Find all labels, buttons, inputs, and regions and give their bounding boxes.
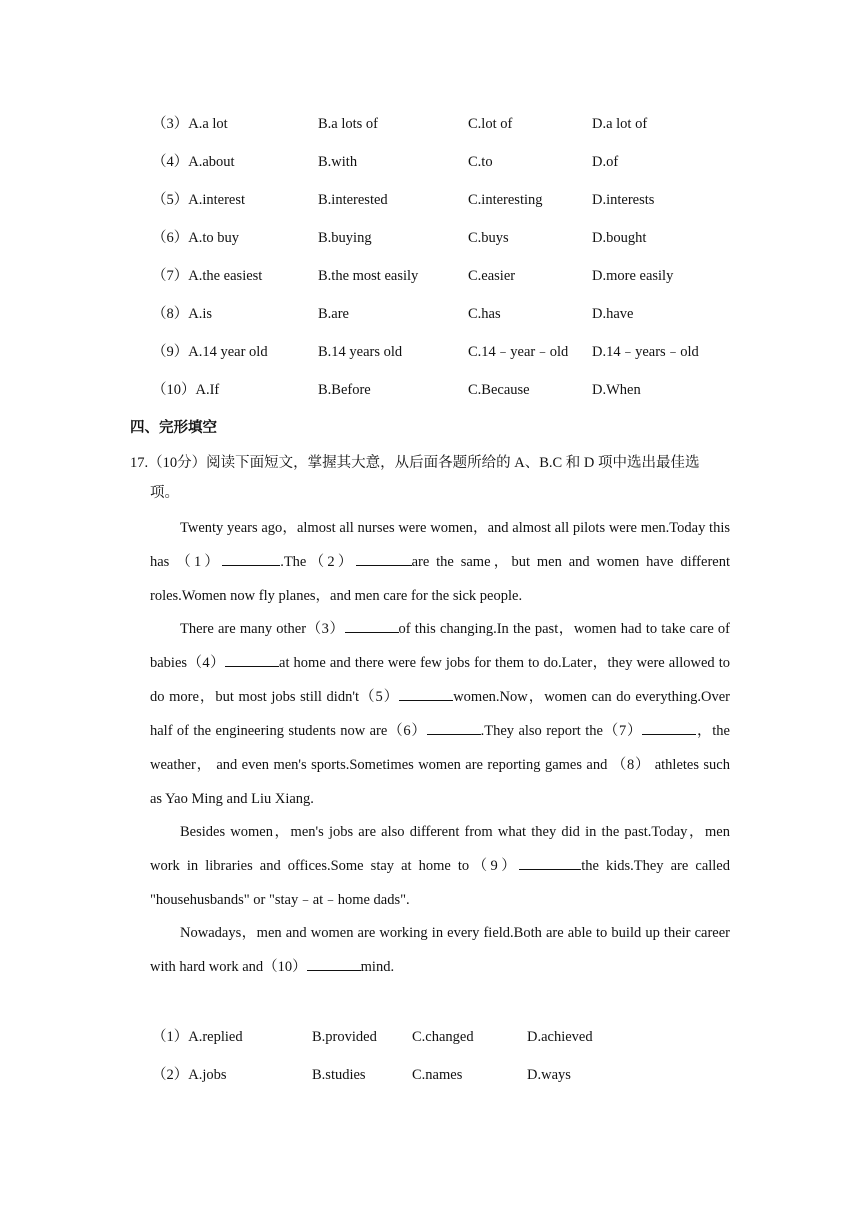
option-c: C.to	[468, 154, 493, 170]
section-heading: 四、完形填空	[130, 420, 217, 436]
passage-paragraph-4	[150, 916, 730, 984]
option-d: D.a lot of	[592, 116, 648, 132]
option-b: B.the most easily	[318, 268, 419, 284]
passage-paragraph-1	[150, 511, 730, 613]
option-row	[0, 304, 860, 324]
option-d: D.bought	[592, 230, 647, 246]
option-number-a	[152, 152, 235, 172]
option-b: B.interested	[318, 192, 388, 208]
blank-2	[356, 551, 412, 566]
option-number: （3）	[152, 116, 189, 132]
passage-text: mind.	[360, 959, 395, 975]
option-c: C.lot of	[468, 116, 513, 132]
option-number-a	[152, 380, 219, 400]
blank-1	[222, 551, 280, 566]
option-a: A.the easiest	[188, 268, 263, 284]
option-c: C.interesting	[468, 192, 543, 208]
option-row	[0, 266, 860, 286]
option-a: A.a lot	[188, 116, 228, 132]
blank-3	[345, 618, 399, 633]
option-b: B.Before	[318, 382, 371, 398]
passage-text: women.Now，women can do everything.Over half of the engineering students now are（6）	[150, 689, 730, 739]
passage-text: Nowadays，men and women are working in every field.Both are able to build up their career with hard work and（10）	[150, 925, 730, 975]
option-row	[0, 1065, 860, 1085]
option-number: （9）	[152, 344, 189, 360]
passage-text: at home and there were few jobs for them to do.Later，they were allowed to do more，but most jobs still didn't（5）	[150, 655, 730, 705]
passage-paragraph-2	[150, 612, 730, 816]
question-score: （10分）	[148, 455, 207, 471]
option-number: （4）	[152, 154, 189, 170]
option-d: D.of	[592, 154, 619, 170]
option-c: C.names	[412, 1067, 463, 1083]
option-number-a	[152, 114, 228, 134]
blank-9	[519, 855, 581, 870]
question-number: 17.	[130, 455, 149, 471]
option-c: C.14﹣year﹣old	[468, 344, 569, 360]
blank-5	[399, 686, 453, 701]
option-a: A.to buy	[188, 230, 239, 246]
option-row	[0, 1027, 860, 1047]
passage-paragraph-3	[150, 815, 730, 917]
option-c: C.Because	[468, 382, 530, 398]
option-d: D.14﹣years﹣old	[592, 344, 699, 360]
passage-text: Twenty years ago，almost all nurses were women，and almost all pilots were men.Today this has （1）	[150, 520, 730, 570]
option-number: （2）	[152, 1067, 189, 1083]
option-d: D.more easily	[592, 268, 674, 284]
option-row	[0, 114, 860, 134]
option-number-a	[152, 1065, 227, 1085]
option-c: C.has	[468, 306, 501, 322]
option-a: A.about	[188, 154, 235, 170]
option-number: （8）	[152, 306, 189, 322]
option-c: C.easier	[468, 268, 516, 284]
option-number: （7）	[152, 268, 189, 284]
option-d: D.achieved	[527, 1029, 593, 1045]
option-number-a	[152, 266, 262, 286]
passage-text: are the same，but men and women have different roles.Women now fly planes，and men care for the sick people.	[150, 554, 730, 604]
option-b: B.a lots of	[318, 116, 379, 132]
option-row	[0, 152, 860, 172]
option-b: B.with	[318, 154, 358, 170]
passage-text: There are many other（3）	[180, 621, 345, 637]
option-a: A.interest	[188, 192, 246, 208]
option-number-a	[152, 1027, 243, 1047]
option-a: A.If	[195, 382, 220, 398]
blank-6	[427, 720, 481, 735]
option-c: C.changed	[412, 1029, 474, 1045]
option-d: D.have	[592, 306, 634, 322]
passage-text: Besides women，men's jobs are also different from what they did in the past.Today，men work in libraries and offices.Some stay at home to（9）	[150, 824, 730, 874]
option-c: C.buys	[468, 230, 509, 246]
passage-text: ，the weather， and even men's sports.Sometimes women are reporting games and （8） athletes such as Yao Ming and Liu Xiang.	[150, 723, 730, 807]
blank-10	[307, 956, 361, 971]
passage-text: .The（2）	[280, 554, 356, 570]
option-number: （6）	[152, 230, 189, 246]
option-number-a	[152, 190, 245, 210]
option-a: A.is	[188, 306, 213, 322]
blank-7	[642, 720, 696, 735]
passage-text: .They also report the（7）	[480, 723, 643, 739]
option-b: B.provided	[312, 1029, 377, 1045]
option-number: （1）	[152, 1029, 189, 1045]
option-number: （10）	[152, 382, 196, 398]
option-b: B.are	[318, 306, 349, 322]
option-a: A.14 year old	[188, 344, 268, 360]
option-b: B.14 years old	[318, 344, 403, 360]
blank-4	[225, 652, 279, 667]
option-a: A.replied	[188, 1029, 243, 1045]
option-d: D.ways	[527, 1067, 571, 1083]
option-b: B.studies	[312, 1067, 366, 1083]
option-number-a	[152, 342, 268, 362]
instruction-text-cont: 项。	[150, 485, 179, 501]
option-row	[0, 228, 860, 248]
option-row	[0, 190, 860, 210]
instruction-text: 阅读下面短文，掌握其大意，从后面各题所给的 A、B.C 和 D 项中选出最佳选	[206, 455, 700, 471]
question-instruction	[130, 448, 730, 508]
option-a: A.jobs	[188, 1067, 227, 1083]
passage-text: the kids.They are called "househusbands" or "stay﹣at﹣home dads".	[150, 858, 730, 908]
option-number-a	[152, 304, 212, 324]
option-d: D.interests	[592, 192, 655, 208]
option-row	[0, 342, 860, 362]
option-number: （5）	[152, 192, 189, 208]
option-number-a	[152, 228, 239, 248]
option-d: D.When	[592, 382, 641, 398]
option-b: B.buying	[318, 230, 372, 246]
option-row	[0, 380, 860, 400]
passage-text: of this changing.In the past，women had to take care of babies（4）	[150, 621, 731, 671]
